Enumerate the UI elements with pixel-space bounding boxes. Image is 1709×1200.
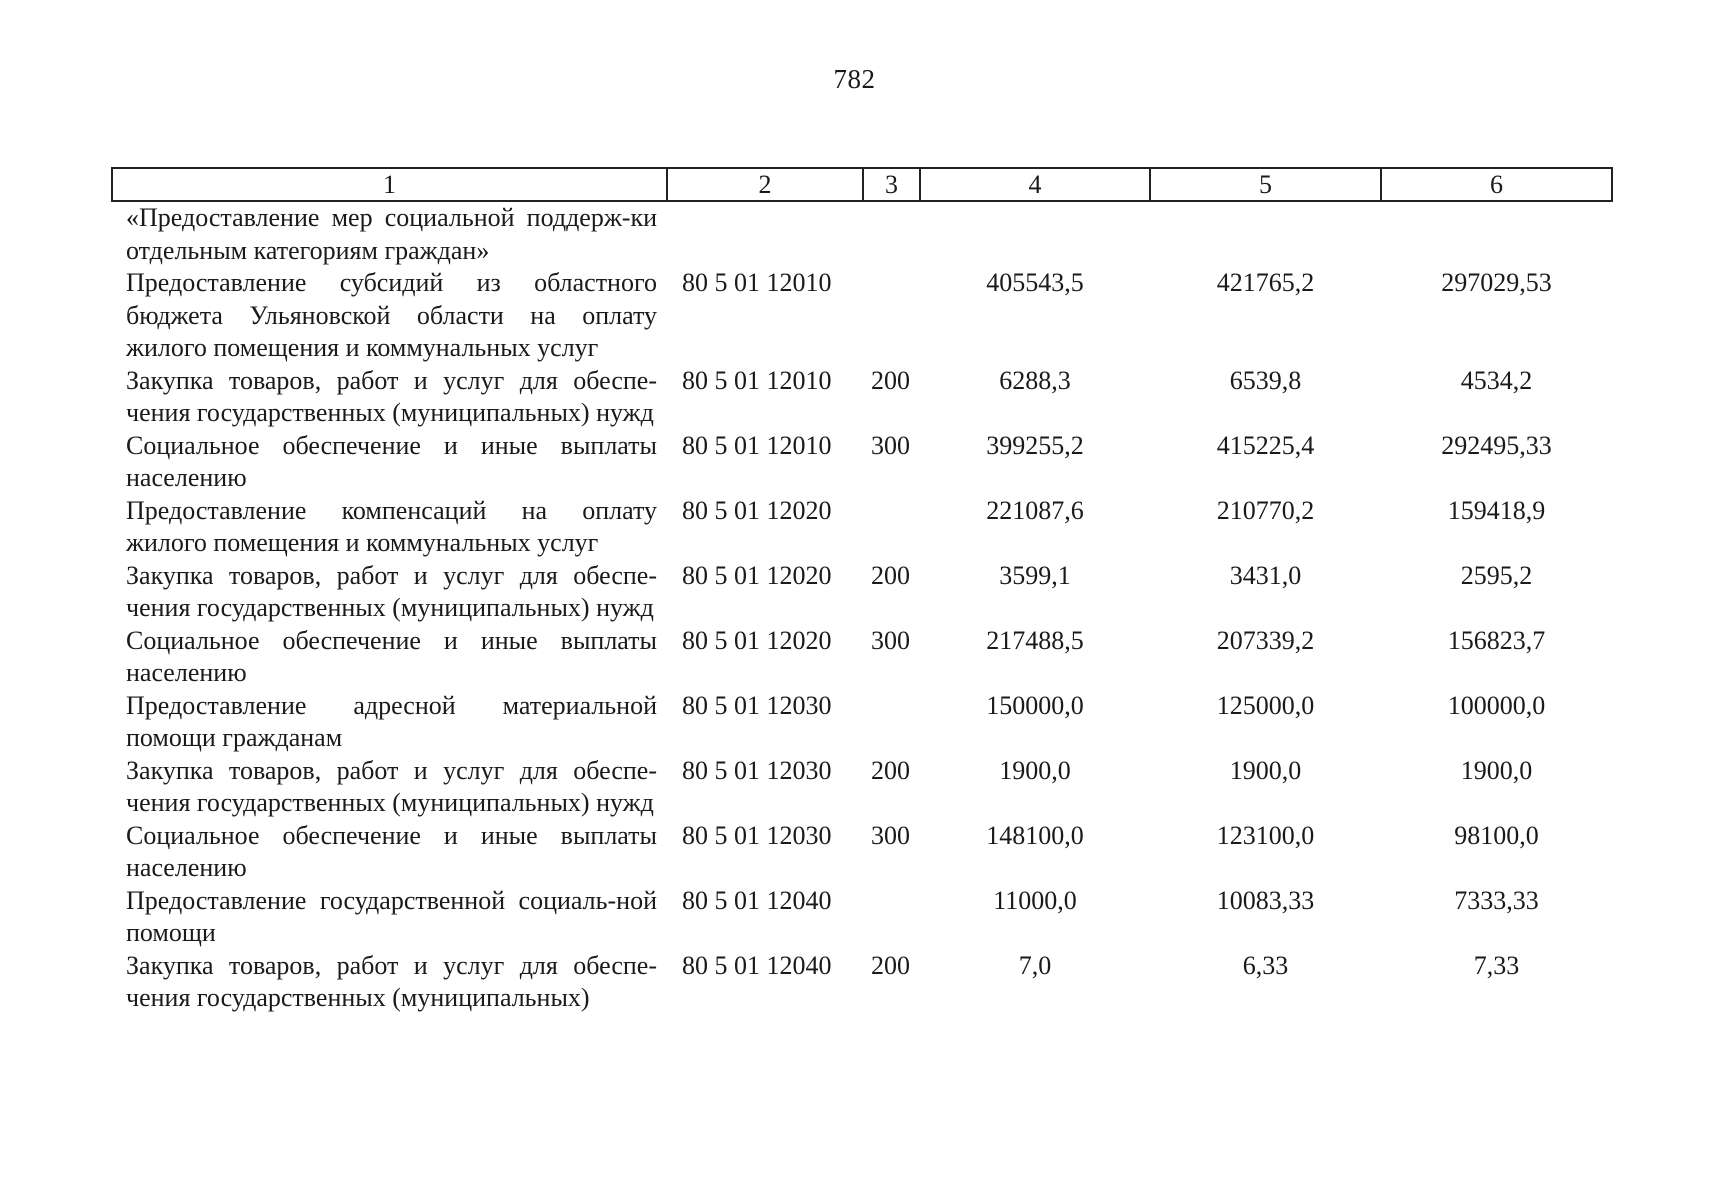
table-row bbox=[112, 365, 1612, 430]
row-value-col5-cell: 210770,2 bbox=[1216, 495, 1315, 525]
row-target-code-cell bbox=[667, 201, 863, 267]
row-value-col6-cell: 7333,33 bbox=[1454, 885, 1539, 915]
row-expense-type-cell: 200 bbox=[871, 755, 910, 785]
row-name-cell: Предоставление государственной социаль-ной помощи bbox=[126, 885, 657, 947]
page-number: 782 bbox=[833, 64, 876, 94]
row-target-code-cell: 80 5 01 12010 bbox=[682, 430, 832, 460]
table-row bbox=[112, 690, 1612, 755]
row-expense-type-cell: 300 bbox=[871, 430, 910, 460]
table-row bbox=[112, 755, 1612, 820]
row-value-col4-cell: 217488,5 bbox=[986, 625, 1084, 655]
row-expense-type-cell bbox=[863, 495, 920, 560]
row-name-cell: «Предоставление мер социальной поддерж-ки отдельным категориям граждан» bbox=[126, 203, 657, 265]
row-value-col5-cell: 421765,2 bbox=[1216, 268, 1315, 297]
row-value-col6-cell: 292495,33 bbox=[1441, 430, 1552, 460]
row-value-col4-cell: 11000,0 bbox=[993, 885, 1077, 915]
row-name-cell: Закупка товаров, работ и услуг для обеспе-чения государственных (муниципальных) bbox=[126, 950, 657, 1012]
row-value-col4-cell: 221087,6 bbox=[986, 495, 1084, 525]
row-expense-type-cell: 300 bbox=[871, 820, 910, 850]
table-row bbox=[112, 560, 1612, 625]
row-target-code-cell: 80 5 01 12010 bbox=[682, 268, 832, 297]
row-name-cell: Закупка товаров, работ и услуг для обеспе-чения государственных (муниципальных) нужд bbox=[126, 755, 657, 817]
table-row bbox=[112, 267, 1612, 365]
row-value-col5-cell: 6,33 bbox=[1242, 950, 1289, 980]
row-value-col5-cell: 123100,0 bbox=[1216, 820, 1315, 850]
row-value-col4-cell: 405543,5 bbox=[986, 268, 1084, 297]
row-name-cell: Предоставление адресной материальной помощи гражданам bbox=[126, 690, 657, 752]
row-value-col5-cell bbox=[1150, 201, 1381, 267]
row-name-cell: Предоставление субсидий из областного бюджета Ульяновской области на оплату жилого помещения и коммунальных услуг bbox=[126, 268, 657, 362]
table-row bbox=[112, 625, 1612, 690]
table-row bbox=[112, 885, 1612, 950]
row-value-col5-cell: 3431,0 bbox=[1229, 560, 1302, 590]
row-target-code-cell: 80 5 01 12020 bbox=[682, 495, 832, 525]
row-name-cell: Закупка товаров, работ и услуг для обеспе-чения государственных (муниципальных) нужд bbox=[126, 365, 657, 427]
row-value-col6-cell bbox=[1381, 201, 1612, 267]
row-value-col4-cell: 7,0 bbox=[1018, 950, 1052, 980]
row-value-col6-cell: 156823,7 bbox=[1447, 625, 1546, 655]
row-value-col4-cell: 1900,0 bbox=[999, 755, 1071, 785]
row-value-col5-cell: 415225,4 bbox=[1216, 430, 1315, 460]
row-value-col6-cell: 100000,0 bbox=[1447, 690, 1546, 720]
row-value-col6-cell: 7,33 bbox=[1473, 950, 1520, 980]
row-value-col4-cell bbox=[920, 201, 1150, 267]
budget-table-container bbox=[111, 167, 1611, 1015]
table-row bbox=[112, 430, 1612, 495]
row-value-col5-cell: 125000,0 bbox=[1216, 690, 1315, 720]
row-value-col6-cell: 159418,9 bbox=[1447, 495, 1546, 525]
row-value-col6-cell: 297029,53 bbox=[1441, 268, 1552, 297]
row-target-code-cell: 80 5 01 12020 bbox=[682, 560, 832, 590]
column-number-header-row bbox=[112, 168, 1612, 201]
row-value-col5-cell: 207339,2 bbox=[1216, 625, 1315, 655]
table-row bbox=[112, 950, 1612, 1015]
row-value-col6-cell: 98100,0 bbox=[1454, 820, 1539, 850]
row-target-code-cell: 80 5 01 12030 bbox=[682, 755, 832, 785]
row-name-cell: Социальное обеспечение и иные выплаты населению bbox=[126, 820, 657, 882]
row-expense-type-cell: 300 bbox=[871, 625, 910, 655]
row-name-cell: Предоставление компенсаций на оплату жилого помещения и коммунальных услуг bbox=[126, 495, 657, 557]
row-name-cell: Социальное обеспечение и иные выплаты населению bbox=[126, 430, 657, 492]
row-name-cell: Закупка товаров, работ и услуг для обеспе-чения государственных (муниципальных) нужд bbox=[126, 560, 657, 622]
row-name-cell: Социальное обеспечение и иные выплаты населению bbox=[126, 625, 657, 687]
table-row bbox=[112, 201, 1612, 267]
row-expense-type-cell: 200 bbox=[871, 560, 910, 590]
row-value-col4-cell: 3599,1 bbox=[999, 560, 1071, 590]
row-target-code-cell: 80 5 01 12030 bbox=[682, 690, 832, 720]
table-body bbox=[112, 201, 1612, 1015]
row-target-code-cell: 80 5 01 12010 bbox=[682, 365, 832, 395]
row-target-code-cell: 80 5 01 12020 bbox=[682, 625, 832, 655]
row-expense-type-cell: 200 bbox=[871, 950, 910, 980]
row-value-col5-cell: 1900,0 bbox=[1229, 755, 1302, 785]
column-header-3: 3 bbox=[863, 168, 920, 201]
column-header-6: 6 bbox=[1381, 168, 1612, 201]
row-value-col6-cell: 1900,0 bbox=[1460, 755, 1533, 785]
row-value-col4-cell: 6288,3 bbox=[999, 365, 1071, 395]
row-expense-type-cell bbox=[863, 690, 920, 755]
table-row bbox=[112, 495, 1612, 560]
column-header-2: 2 bbox=[667, 168, 863, 201]
table-row bbox=[112, 820, 1612, 885]
row-target-code-cell: 80 5 01 12030 bbox=[682, 820, 832, 850]
budget-table bbox=[111, 167, 1613, 1015]
row-expense-type-cell bbox=[863, 267, 920, 365]
column-header-5: 5 bbox=[1150, 168, 1381, 201]
row-value-col6-cell: 4534,2 bbox=[1460, 365, 1533, 395]
row-value-col4-cell: 399255,2 bbox=[986, 430, 1084, 460]
row-value-col5-cell: 10083,33 bbox=[1216, 885, 1315, 915]
column-header-4: 4 bbox=[920, 168, 1150, 201]
row-value-col4-cell: 148100,0 bbox=[986, 820, 1084, 850]
column-header-1: 1 bbox=[112, 168, 667, 201]
row-expense-type-cell bbox=[863, 201, 920, 267]
row-value-col4-cell: 150000,0 bbox=[986, 690, 1084, 720]
row-expense-type-cell bbox=[863, 885, 920, 950]
row-value-col5-cell: 6539,8 bbox=[1229, 365, 1302, 395]
row-value-col6-cell: 2595,2 bbox=[1460, 560, 1533, 590]
row-expense-type-cell: 200 bbox=[871, 365, 910, 395]
row-target-code-cell: 80 5 01 12040 bbox=[682, 950, 832, 980]
row-target-code-cell: 80 5 01 12040 bbox=[682, 885, 832, 915]
